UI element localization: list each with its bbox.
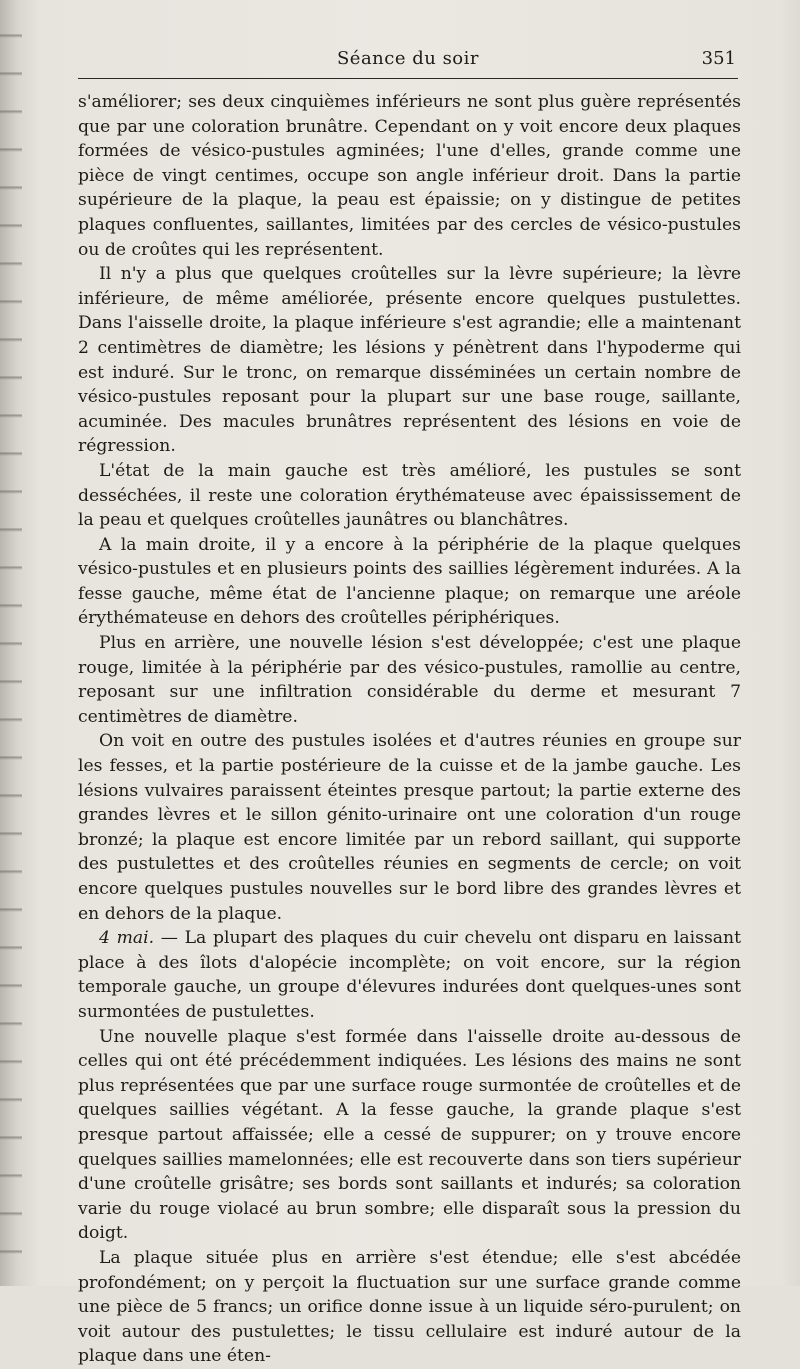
entry-date: 4 mai. [99,928,155,949]
paragraph: La plaque située plus en arrière s'est étendue; elle s'est abcédée profondément; on y perçoit la fluctuation sur une surface grande comme une pièce de 5 francs; un orifice donne issue à un liquide séro-purulent; on voit autour des pustulettes; le tissu cellulaire est induré autour de la plaque dans une éten- [78,1247,741,1367]
paragraph: L'état de la main gauche est très amélioré, les pustules se sont desséchées, il reste une coloration érythémateuse avec épaississement de la peau et quelques croûtelles jaunâtres ou blanchâtres. [78,460,741,531]
paragraph: Plus en arrière, une nouvelle lésion s'est développée; c'est une plaque rouge, limitée à la périphérie par des vésico-pustules, ramollie au centre, reposant sur une infiltration considérable du derme et mesurant 7 centimètres de diamètre. [78,633,741,727]
body-text [78,90,741,1369]
paragraph: A la main droite, il y a encore à la périphérie de la plaque quelques vésico-pustules et en plusieurs points des saillies légèrement indurées. A la fesse gauche, même état de l'ancienne plaque; on remarque une aréole érythémateuse en dehors des croûtelles périphériques. [78,534,741,629]
page-binding-edge [0,0,22,1286]
paragraph: s'améliorer; ses deux cinquièmes inférieurs ne sont plus guère représentés que par une coloration brunâtre. Cependant on y voit encore deux plaques formées de vésico-pustules agminées; l'une d'elles, grande comme une pièce de vingt centimes, occupe son angle inférieur droit. Dans la partie supérieure de la plaque, la peau est épaissie; on y distingue de petites plaques confluentes, saillantes, limitées par des cercles de vésico-pustules ou de croûtes qui les représentent. [78,92,741,260]
page-number: 351 [701,48,736,69]
paragraph: On voit en outre des pustules isolées et d'autres réunies en groupe sur les fesses, et la partie postérieure de la cuisse et de la jambe gauche. Les lésions vulvaires paraissent éteintes presque partout; la partie externe des grandes lèvres et le sillon génito-urinaire ont une coloration d'un rouge bronzé; la plaque est encore limitée par un rebord saillant, qui supporte des pustulettes et des croûtelles réunies en segments de cercle; on voit encore quelques pustules nouvelles sur le bord libre des grandes lèvres et en dehors de la plaque. [78,731,741,924]
paragraph-dated [78,926,741,1024]
running-title: Séance du soir [336,48,480,69]
page-header [78,44,738,79]
paragraph: Une nouvelle plaque s'est formée dans l'aisselle droite au-dessous de celles qui ont été précédemment indiquées. Les lésions des mains ne sont plus représentées que par une surface rouge surmontée de croûtelles et de quelques saillies végétant. A la fesse gauche, la grande plaque s'est presque partout affaissée; elle a cessé de suppurer; on y trouve encore quelques saillies mamelonnées; elle est recouverte dans son tiers supérieur d'une croûtelle grisâtre; ses bords sont saillants et indurés; sa coloration varie du rouge violacé au brun sombre; elle disparaît sous la pression du doigt. [78,1026,741,1244]
paragraph: Il n'y a plus que quelques croûtelles sur la lèvre supérieure; la lèvre inférieure, de même améliorée, présente encore quelques pustulettes. Dans l'aisselle droite, la plaque inférieure s'est agrandie; elle a maintenant 2 centimètres de diamètre; les lésions y pénètrent dans l'hypoderme qui est induré. Sur le tronc, on remarque disséminées un certain nombre de vésico-pustules reposant pour la plupart sur une base rouge, saillante, acuminée. Des macules brunâtres représentent des lésions en voie de régression. [78,264,741,457]
paragraph-text: — La plupart des plaques du cuir chevelu ont disparu en laissant place à des îlots d'alopécie incomplète; on voit encore, sur la région temporale gauche, un groupe d'élevures indurées dont quelques-unes sont surmontées de pustulettes. [78,928,741,1022]
